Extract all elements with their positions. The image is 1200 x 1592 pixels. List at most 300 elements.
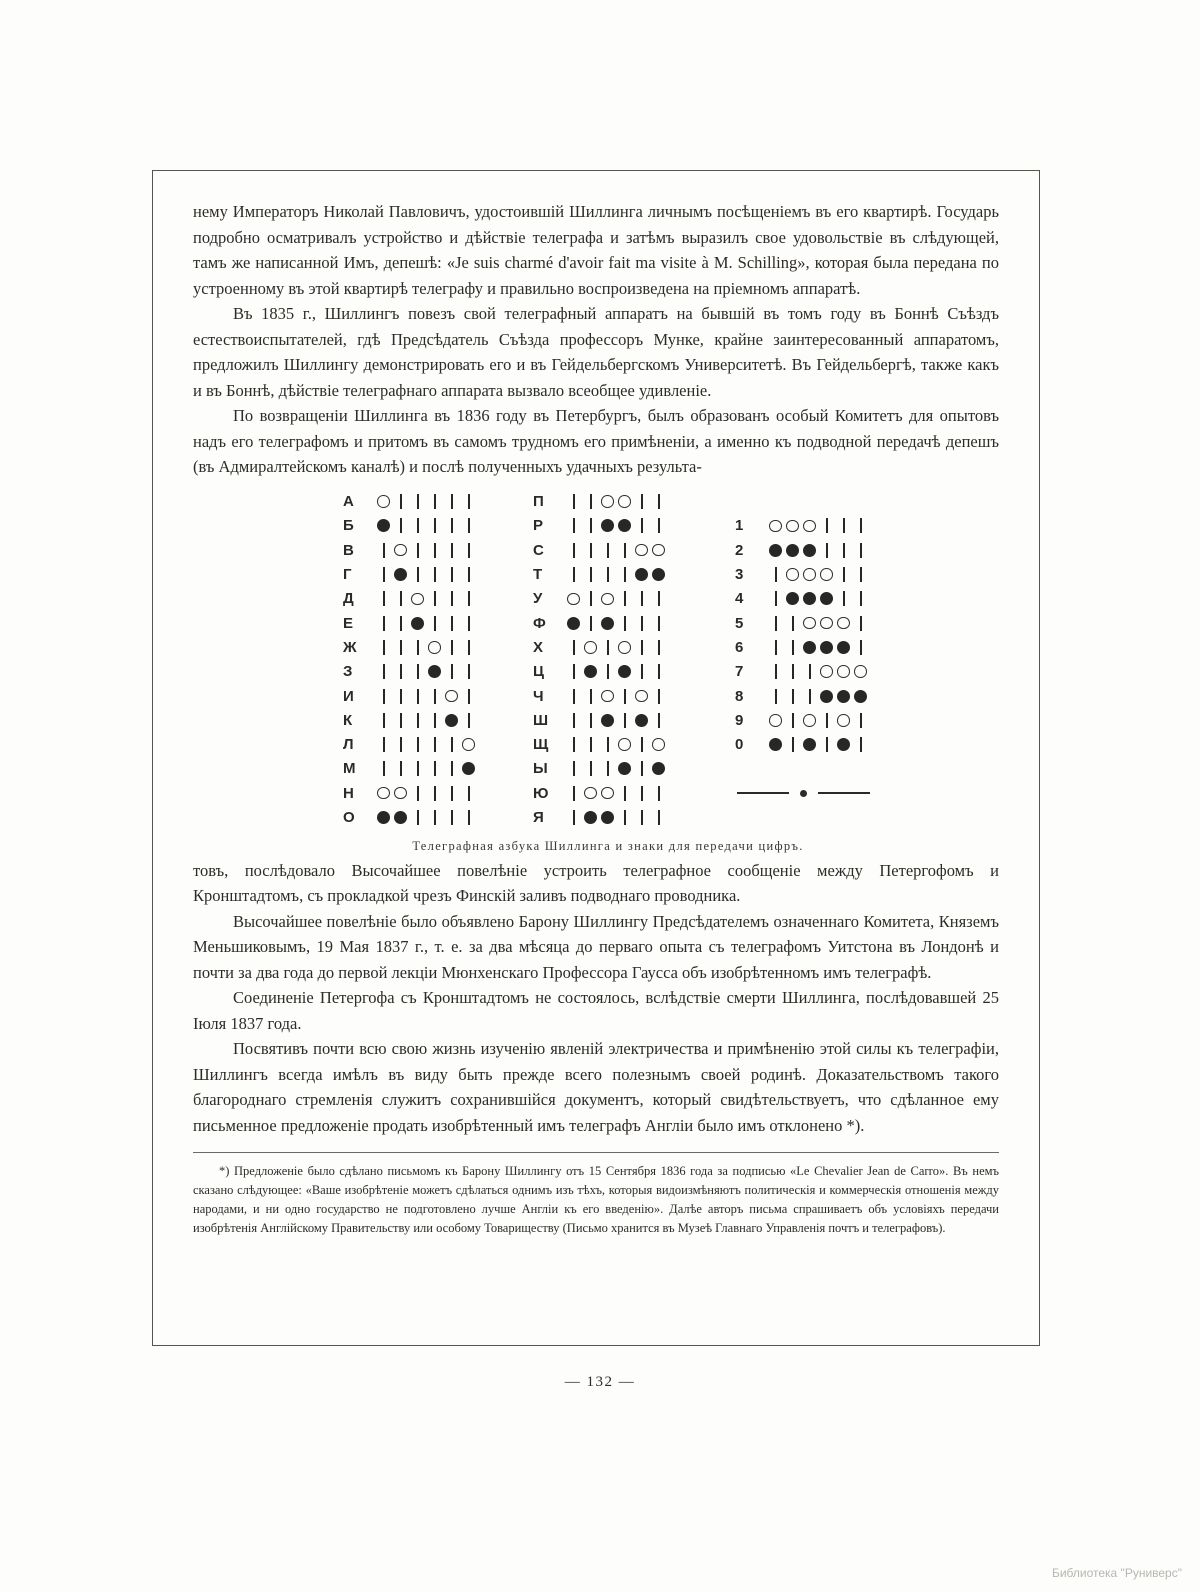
open-circle-symbol [599,590,616,608]
open-circle-symbol [375,493,392,511]
bar-symbol [409,566,426,584]
bar-symbol [633,638,650,656]
alphabet-row [735,708,873,732]
alphabet-row-label: Г [343,566,352,584]
bar-symbol [565,566,582,584]
bar-symbol [375,590,392,608]
alphabet-row-symbols [565,517,667,535]
bar-symbol [565,784,582,802]
bar-symbol [835,517,852,535]
number-sign-dash-icon [737,792,789,795]
alphabet-row-symbols [565,784,667,802]
alphabet-row-label: Ы [533,760,548,778]
footnote-text: *) Предложеніе было сдѣлано письмомъ къ Барону Шиллингу отъ 15 Сентября 1836 года за подписью «Le Chevalier Jean de Carro». Въ немъ сказано слѣдующее: «Ваше изобрѣтеніе можетъ сдѣлаться однимъ изъ тѣхъ, которыя видоизмѣняютъ политическія и коммерческія отношенія между народами, и ни одно государство не подготовлено лучше Англіи къ его введенію». Далѣе авторъ письма спрашиваетъ объ условіяхъ передачи изобрѣтенія Англійскому Правительству или особому Товариществу (Письмо хранится въ Музеѣ Главнаго Управленія почтъ и телеграфовъ). [193,1164,999,1236]
bar-symbol [633,736,650,754]
bar-symbol [426,736,443,754]
bar-symbol [409,517,426,535]
alphabet-row-label: Я [533,809,544,826]
bar-symbol [375,736,392,754]
alphabet-row-label: Ц [533,663,544,681]
alphabet-row-label: 7 [735,663,744,681]
alphabet-row-symbols [375,493,477,511]
bar-symbol [375,566,392,584]
bar-symbol [582,687,599,705]
alphabet-empty-row [735,757,873,781]
bar-symbol [460,614,477,632]
bar-symbol [582,760,599,778]
alphabet-empty-row [735,490,873,514]
bar-symbol [460,517,477,535]
bar-symbol [392,493,409,511]
open-circle-symbol [784,517,801,535]
open-circle-symbol [616,638,633,656]
bar-symbol [767,590,784,608]
alphabet-row [533,490,735,514]
bar-symbol [443,760,460,778]
bar-symbol [426,687,443,705]
alphabet-row-symbols [375,736,477,754]
alphabet-row-symbols [565,566,667,584]
footnote-rule [193,1152,999,1153]
alphabet-row-symbols [375,590,477,608]
alphabet-row-symbols [767,663,869,681]
bar-symbol [616,711,633,729]
bar-symbol [852,711,869,729]
bar-symbol [650,687,667,705]
alphabet-row-label: 4 [735,590,744,608]
paragraph-5: Высочайшее повелѣніе было объявлено Барону Шиллингу Предсѣдателемъ означеннаго Комитета, Княземъ Меньшиковымъ, 19 Мая 1837 г., т. е. за два мѣсяца до перваго опыта съ телеграфомъ Уитстона въ Лондонѣ и почти за два года до первой лекціи Мюнхенскаго Профессора Гаусса объ изобрѣтенномъ имъ телеграфѣ. [193,911,999,982]
bar-symbol [443,809,460,827]
alphabet-row-symbols [565,687,667,705]
open-circle-symbol [801,566,818,584]
bar-symbol [460,687,477,705]
filled-circle-symbol [801,541,818,559]
bar-symbol [460,541,477,559]
open-circle-symbol [565,590,582,608]
bar-symbol [616,809,633,827]
bar-symbol [460,809,477,827]
bar-symbol [443,493,460,511]
bar-symbol [633,590,650,608]
alphabet-row [343,708,533,732]
bar-symbol [650,590,667,608]
alphabet-row-label: Ш [533,711,549,729]
bar-symbol [565,736,582,754]
bar-symbol [565,760,582,778]
bar-symbol [599,663,616,681]
bar-symbol [443,517,460,535]
bar-symbol [443,566,460,584]
bar-symbol [818,517,835,535]
alphabet-row-label: 3 [735,566,744,584]
bar-symbol [582,493,599,511]
bar-symbol [767,638,784,656]
alphabet-row-symbols [565,590,667,608]
bar-symbol [409,784,426,802]
open-circle-symbol [633,687,650,705]
bar-symbol [599,736,616,754]
alphabet-row [343,611,533,635]
alphabet-row-symbols [375,517,477,535]
open-circle-symbol [818,614,835,632]
alphabet-row [343,538,533,562]
open-circle-symbol [426,638,443,656]
number-sign-dash-icon [818,792,870,795]
alphabet-row [735,660,873,684]
alphabet-row-symbols [565,541,667,559]
alphabet-row-label: А [343,493,354,511]
bar-symbol [616,784,633,802]
number-sign-row [735,781,873,805]
bar-symbol [852,638,869,656]
open-circle-symbol [818,566,835,584]
filled-circle-symbol [582,809,599,827]
filled-circle-symbol [426,663,443,681]
bar-symbol [392,614,409,632]
alphabet-column-digits [735,490,873,830]
alphabet-row-label: У [533,590,543,608]
bar-symbol [599,541,616,559]
bar-symbol [852,614,869,632]
filled-circle-symbol [835,736,852,754]
bar-symbol [818,541,835,559]
alphabet-row [343,781,533,805]
library-watermark: Библиотека "Руниверс" [1051,1566,1182,1580]
open-circle-symbol [582,784,599,802]
filled-circle-symbol [852,687,869,705]
bar-symbol [409,736,426,754]
alphabet-row-symbols [565,493,667,511]
alphabet-row [533,562,735,586]
bar-symbol [582,517,599,535]
filled-circle-symbol [767,736,784,754]
bar-symbol [460,638,477,656]
open-circle-symbol [392,784,409,802]
alphabet-row-symbols [565,638,667,656]
bar-symbol [460,590,477,608]
page-frame [152,170,1040,1346]
bar-symbol [650,517,667,535]
filled-circle-symbol [801,736,818,754]
paragraph-6: Соединеніе Петергофа съ Кронштадтомъ не состоялось, вслѣдствіе смерти Шиллинга, послѣдовавшей 25 Іюля 1837 года. [193,988,999,1033]
telegraph-alphabet-figure [343,490,873,854]
bar-symbol [616,614,633,632]
alphabet-row-label: О [343,809,355,826]
bar-symbol [443,736,460,754]
filled-circle-symbol [392,566,409,584]
bar-symbol [565,517,582,535]
bar-symbol [784,711,801,729]
filled-circle-symbol [616,517,633,535]
filled-circle-symbol [784,590,801,608]
alphabet-row-label: Л [343,736,354,754]
bar-symbol [582,711,599,729]
bar-symbol [582,736,599,754]
paragraph-1: нему Императоръ Николай Павловичъ, удостоившій Шиллинга личнымъ посѣщеніемъ въ его квартирѣ. Государь подробно осматривалъ устройство и дѣйствіе телеграфа и затѣмъ выразилъ свое удовольствіе въ слѣдующей, тамъ же написанной Имъ, депешѣ: «Je suis charmé d'avoir fait ma visite à M. Schilling», которая была передана по устроенному въ этой квартирѣ телеграфу и правильно воспроизведена на пріемномъ аппаратѣ. [193,202,999,298]
alphabet-row-label: Ю [533,784,549,802]
alphabet-row [343,757,533,781]
filled-circle-symbol [818,590,835,608]
alphabet-column-letters-1 [343,490,533,830]
bar-symbol [582,541,599,559]
alphabet-row [343,660,533,684]
bar-symbol [409,760,426,778]
alphabet-row [533,708,735,732]
alphabet-row-symbols [565,809,667,827]
open-circle-symbol [852,663,869,681]
bar-symbol [460,711,477,729]
open-circle-symbol [616,493,633,511]
bar-symbol [409,493,426,511]
bar-symbol [392,517,409,535]
open-circle-symbol [835,711,852,729]
open-circle-symbol [599,784,616,802]
alphabet-row-label: 8 [735,687,744,705]
bar-symbol [784,663,801,681]
alphabet-row-symbols [767,638,869,656]
bar-symbol [582,590,599,608]
alphabet-row-label: 0 [735,736,744,754]
bar-symbol [801,663,818,681]
bar-symbol [650,663,667,681]
alphabet-row-label: Р [533,517,544,535]
bar-symbol [443,638,460,656]
bar-symbol [392,590,409,608]
alphabet-row-symbols [375,541,477,559]
bar-symbol [767,614,784,632]
filled-circle-symbol [409,614,426,632]
alphabet-row-symbols [375,687,477,705]
open-circle-symbol [801,711,818,729]
alphabet-row-symbols [767,517,869,535]
bar-symbol [460,663,477,681]
open-circle-symbol [460,736,477,754]
bar-symbol [582,614,599,632]
bar-symbol [633,809,650,827]
alphabet-row-label: Ч [533,687,544,705]
bar-symbol [565,638,582,656]
open-circle-symbol [633,541,650,559]
open-circle-symbol [818,663,835,681]
bar-symbol [650,638,667,656]
bar-symbol [616,541,633,559]
bar-symbol [616,566,633,584]
filled-circle-symbol [818,687,835,705]
alphabet-row-label: Х [533,638,544,656]
open-circle-symbol [835,663,852,681]
alphabet-row-label: Е [343,614,354,632]
filled-circle-symbol [460,760,477,778]
bar-symbol [650,493,667,511]
bar-symbol [650,784,667,802]
alphabet-row-symbols [565,711,667,729]
bar-symbol [460,566,477,584]
bar-symbol [565,687,582,705]
open-circle-symbol [801,517,818,535]
bar-symbol [852,566,869,584]
bar-symbol [784,736,801,754]
alphabet-row-label: Б [343,517,354,535]
filled-circle-symbol [650,566,667,584]
alphabet-row-symbols [565,760,667,778]
alphabet-row-symbols [375,760,477,778]
alphabet-row-label: С [533,541,544,559]
bar-symbol [767,687,784,705]
paragraph-2: Въ 1835 г., Шиллингъ повезъ свой телеграфный аппаратъ на бывшій въ томъ году въ Боннѣ Съѣздъ естествоиспытателей, гдѣ Предсѣдатель Съѣзда профессоръ Мунке, крайне заинтересованный аппаратомъ, предложилъ Шиллингу демонстрировать его и въ Гейдельбергскомъ Университетѣ. Въ Гейдельбергѣ, также какъ и въ Боннѣ, дѣйствіе телеграфнаго аппарата вызвало всеобщее удивленіе. [193,304,999,400]
bar-symbol [633,517,650,535]
bar-symbol [426,809,443,827]
alphabet-row-symbols [565,663,667,681]
bar-symbol [409,687,426,705]
bar-symbol [426,493,443,511]
paragraph-7: Посвятивъ почти всю свою жизнь изученію явленій электричества и примѣненію этой силы къ телеграфіи, Шиллингъ всегда имѣлъ въ виду быть прежде всего полезнымъ своей родинѣ. Доказательствомъ такого благороднаго стремленія служитъ сохранившійся документъ, который свидѣтельствуетъ, что сдѣланное ему письменное предложеніе продать изобрѣтенный имъ телеграфъ Англіи было имъ отклонено *). [193,1039,999,1135]
open-circle-symbol [784,566,801,584]
alphabet-row [735,514,873,538]
bar-symbol [565,493,582,511]
alphabet-row-label: Щ [533,736,549,754]
bar-symbol [599,566,616,584]
alphabet-row-symbols [375,711,477,729]
filled-circle-symbol [599,517,616,535]
alphabet-column-letters-2 [533,490,735,830]
bar-symbol [443,784,460,802]
bar-symbol [633,760,650,778]
alphabet-row-label: 9 [735,711,744,729]
bar-symbol [835,566,852,584]
alphabet-row [343,805,533,829]
alphabet-row [533,587,735,611]
bar-symbol [784,687,801,705]
alphabet-row [533,684,735,708]
alphabet-row [533,781,735,805]
open-circle-symbol [582,638,599,656]
bar-symbol [767,566,784,584]
bar-symbol [409,711,426,729]
alphabet-row-label: М [343,760,356,778]
open-circle-symbol [443,687,460,705]
bar-symbol [633,784,650,802]
alphabet-row [735,635,873,659]
open-circle-symbol [409,590,426,608]
open-circle-symbol [801,614,818,632]
bar-symbol [426,711,443,729]
open-circle-symbol [835,614,852,632]
bar-symbol [633,614,650,632]
bar-symbol [426,566,443,584]
bar-symbol [650,711,667,729]
filled-circle-symbol [375,517,392,535]
open-circle-symbol [375,784,392,802]
bar-symbol [375,541,392,559]
bar-symbol [633,663,650,681]
bar-symbol [852,541,869,559]
alphabet-row [735,732,873,756]
bar-symbol [852,736,869,754]
filled-circle-symbol [767,541,784,559]
alphabet-row [343,562,533,586]
alphabet-row-symbols [375,638,477,656]
bar-symbol [375,711,392,729]
alphabet-row [735,684,873,708]
bar-symbol [616,590,633,608]
bar-symbol [375,663,392,681]
bar-symbol [565,711,582,729]
bar-symbol [375,614,392,632]
bar-symbol [409,638,426,656]
bar-symbol [392,711,409,729]
alphabet-row [533,732,735,756]
alphabet-row [533,660,735,684]
bar-symbol [460,493,477,511]
filled-circle-symbol [582,663,599,681]
alphabet-row-label: К [343,711,353,729]
alphabet-row [533,514,735,538]
alphabet-row-label: И [343,687,354,705]
alphabet-row-symbols [375,809,477,827]
alphabet-row [343,490,533,514]
alphabet-row-label: 2 [735,541,744,559]
bar-symbol [784,614,801,632]
alphabet-row-symbols [767,566,869,584]
open-circle-symbol [767,711,784,729]
alphabet-row-label: З [343,663,353,681]
bar-symbol [565,541,582,559]
alphabet-row-symbols [375,614,477,632]
alphabet-row [343,514,533,538]
filled-circle-symbol [784,541,801,559]
alphabet-row-label: 5 [735,614,744,632]
alphabet-row-symbols [375,784,477,802]
open-circle-symbol [650,736,667,754]
filled-circle-symbol [392,809,409,827]
alphabet-row [533,538,735,562]
bar-symbol [565,663,582,681]
open-circle-symbol [392,541,409,559]
bar-symbol [443,614,460,632]
filled-circle-symbol [443,711,460,729]
bar-symbol [784,638,801,656]
bar-symbol [835,541,852,559]
alphabet-row-symbols [565,736,667,754]
alphabet-row-label: Ф [533,614,546,632]
bar-symbol [650,809,667,827]
bar-symbol [852,590,869,608]
bar-symbol [375,687,392,705]
alphabet-row [343,635,533,659]
bar-symbol [392,760,409,778]
alphabet-row-label: Т [533,566,543,584]
bar-symbol [443,541,460,559]
alphabet-row [343,587,533,611]
bar-symbol [426,541,443,559]
bar-symbol [443,590,460,608]
alphabet-row [735,562,873,586]
alphabet-row-label: Д [343,590,354,608]
alphabet-row [735,587,873,611]
number-sign-dot-icon [800,790,807,797]
bar-symbol [650,614,667,632]
alphabet-row [735,538,873,562]
paragraph-3: По возвращеніи Шиллинга въ 1836 году въ Петербургъ, былъ образованъ особый Комитетъ для опытовъ надъ его телеграфомъ и притомъ въ самомъ трудномъ его примѣненіи, а именно къ подводной передачѣ депешъ (въ Адмиралтейскомъ каналѣ) и послѣ полученныхъ удачныхъ результа- [193,406,999,476]
alphabet-row [343,684,533,708]
open-circle-symbol [767,517,784,535]
bar-symbol [599,638,616,656]
bar-symbol [460,784,477,802]
alphabet-row-label: Н [343,784,354,802]
filled-circle-symbol [599,809,616,827]
filled-circle-symbol [633,566,650,584]
open-circle-symbol [616,736,633,754]
